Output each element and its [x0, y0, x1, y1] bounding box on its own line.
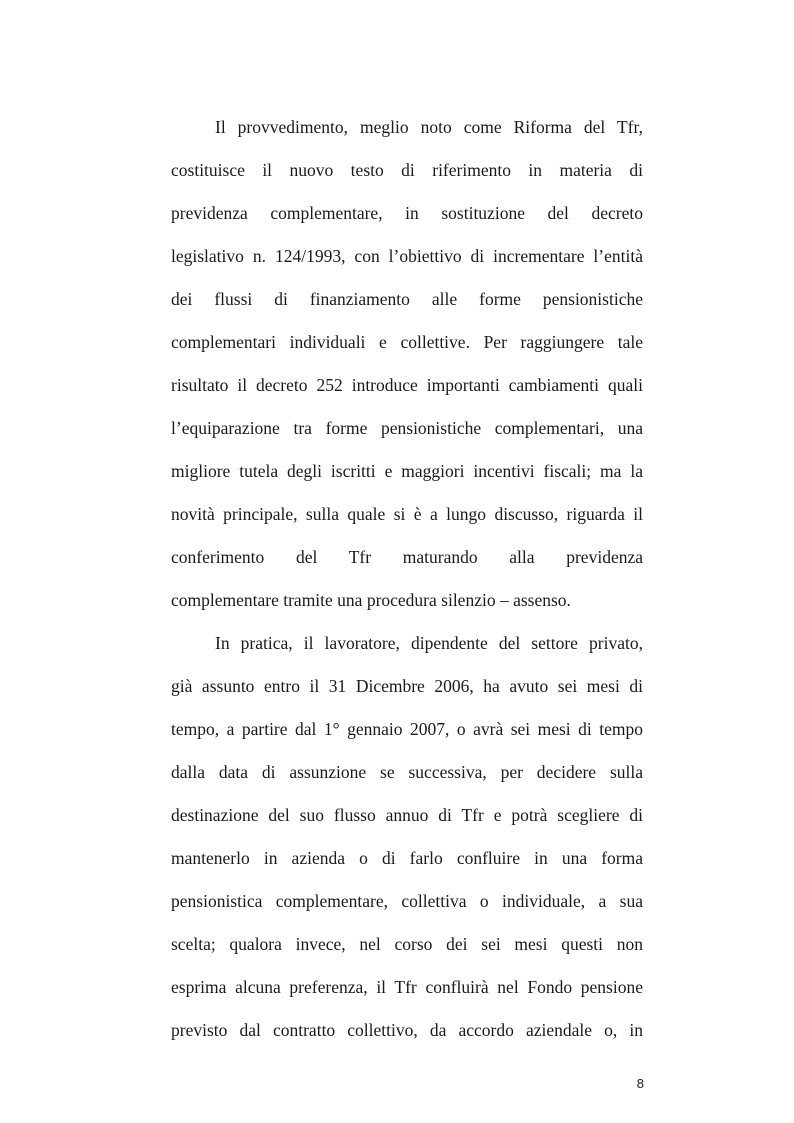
text-line: legislativo n. 124/1993, con l’obiettivo di incrementare l’entità: [171, 246, 643, 266]
page-number: 8: [636, 1076, 644, 1091]
text-line: scelta; qualora invece, nel corso dei sei mesi questi non: [171, 934, 643, 954]
text-line: destinazione del suo flusso annuo di Tfr e potrà scegliere di: [171, 805, 643, 825]
text-line: dalla data di assunzione se successiva, per decidere sulla: [171, 762, 643, 782]
text-line: previdenza complementare, in sostituzione del decreto: [171, 203, 643, 223]
text-line: l’equiparazione tra forme pensionistiche complementari, una: [171, 418, 643, 438]
text-line: novità principale, sulla quale si è a lungo discusso, riguarda il: [171, 504, 643, 524]
text-line: costituisce il nuovo testo di riferimento in materia di: [171, 160, 643, 180]
text-line: dei flussi di finanziamento alle forme pensionistiche: [171, 289, 643, 309]
text-line: complementare tramite una procedura silenzio – assenso.: [171, 590, 571, 610]
text-line: migliore tutela degli iscritti e maggiori incentivi fiscali; ma la: [171, 461, 643, 481]
text-line: esprima alcuna preferenza, il Tfr confluirà nel Fondo pensione: [171, 977, 643, 997]
text-line: già assunto entro il 31 Dicembre 2006, ha avuto sei mesi di: [171, 676, 643, 696]
text-line: conferimento del Tfr maturando alla previdenza: [171, 547, 643, 567]
text-line: Il provvedimento, meglio noto come Riforma del Tfr,: [215, 117, 643, 137]
text-line: complementari individuali e collettive. Per raggiungere tale: [171, 332, 643, 352]
body-text: [171, 106, 643, 1052]
text-line: tempo, a partire dal 1° gennaio 2007, o avrà sei mesi di tempo: [171, 719, 643, 739]
text-line: In pratica, il lavoratore, dipendente del settore privato,: [215, 633, 643, 653]
text-line: risultato il decreto 252 introduce importanti cambiamenti quali: [171, 375, 643, 395]
text-line: previsto dal contratto collettivo, da accordo aziendale o, in: [171, 1020, 643, 1040]
text-line: mantenerlo in azienda o di farlo confluire in una forma: [171, 848, 643, 868]
text-line: pensionistica complementare, collettiva o individuale, a sua: [171, 891, 643, 911]
